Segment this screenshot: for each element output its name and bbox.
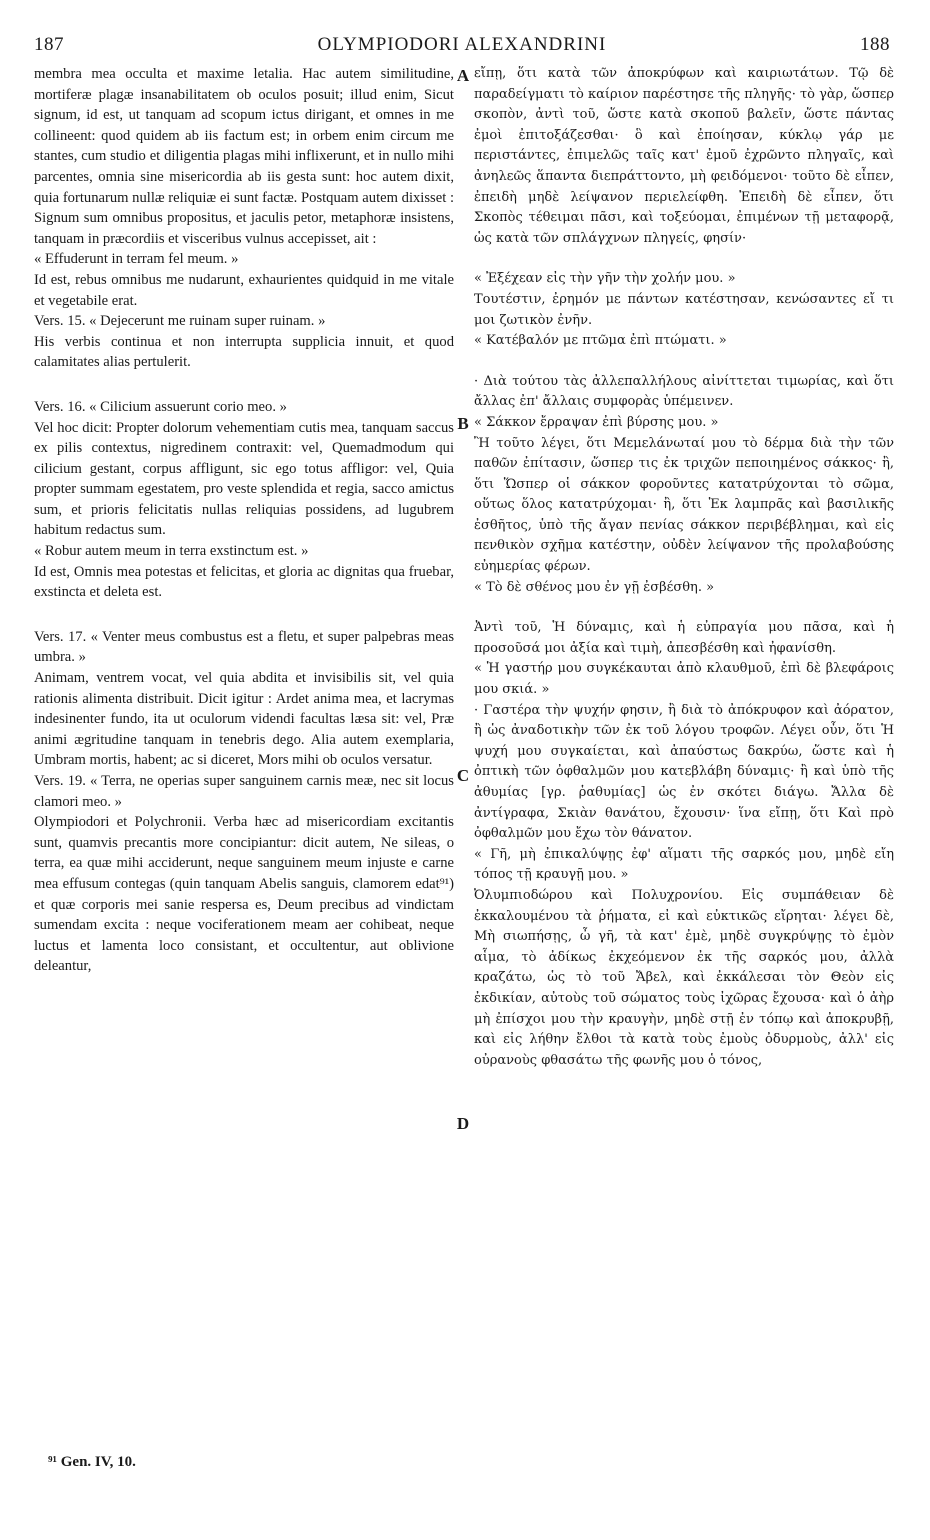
section-marker-c: C	[456, 766, 470, 785]
section-marker-b: B	[457, 414, 469, 433]
running-title: OLYMPIODORI ALEXANDRINI	[317, 34, 607, 55]
latin-verse-heading: Vers. 17. « Venter meus combustus est a fletu, et super palpebras meas umbra. »	[34, 628, 454, 666]
greek-paragraph: Ἢ τοῦτο λέγει, ὅτι Μεμελάνωταί μου τὸ δέρμα διὰ τὴν τῶν παθῶν ἐπίτασιν, ὥσπερ τις ἐκ τριχῶν πεποιημένος σάκκος· ἢ, ὅτι Ὥσπερ οἱ σάκκον φοροῦντες κατατρύχονται τὸ σῶμα, οὕτως ὅλος κατατρύχομαι· ἢ, ὅτι Ἐκ λαμπρᾶς καὶ βασιλικῆς ἐσθῆτος, ὑπὸ τῆς ἄγαν πενίας σάκκον περιβέβλημαι, καὶ εἰς πενθικὸν σχῆμα κατέστην, οὐδὲν λείψανον τῆς προλαβούσης εὐημερίας φέρων.	[474, 435, 894, 575]
greek-verse-quote: « Ἡ γαστήρ μου συγκέκαυται ἀπὸ κλαυθμοῦ, ἐπὶ δὲ βλεφάροις μου σκιά. »	[474, 661, 894, 698]
greek-paragraph: · Γαστέρα τὴν ψυχήν φησιν, ἢ διὰ τὸ ἀπόκρυφον καὶ ἀόρατον, ἢ ὡς ἀναδοτικὴν τῶν ἐκ τοῦ λόγου τροφῶν. Λέγει οὖν, ὅτι Ἡ ψυχή μου συγκαίεται, καὶ ἀπαύστως δακρύω, ὥστε καὶ ἡ ὀπτικὴ τῶν ὀφθαλμῶν μου κατεβλάβη δύναμις· ἢ καὶ ὑπὸ τῆς ἀθυμίας [γρ. ῥαθυμίας] ὡς ἐν σκότει διάγω. Ἄλλα δὲ ἀντίγραφα, Σκιὰν θανάτου, ἔχουσιν· ἵνα εἴπῃ, ὅτι Καὶ πρὸ ὀφθαλμῶν μου ἔχω τὸν θάνατον.	[474, 702, 894, 842]
latin-paragraph: Animam, ventrem vocat, vel quia abdita et invisibilis sit, vel quia rationis alimenta distribuit. Dicit igitur : Ardet anima mea, et lacrymas indesinenter fundo, ita ut oculorum videndi facultas læsa sit: vel, Præ animi ægritudine tanquam in tenebris dego. Alia autem exemplaria, Umbram mortis, habent; ac si diceret, Mors mihi ob oculos versatur.	[34, 670, 454, 769]
greek-verse-quote: « Σάκκον ἔρραψαν ἐπὶ βύρσης μου. »	[474, 414, 719, 430]
page-number-right: 188	[860, 34, 890, 55]
latin-paragraph: Vel hoc dicit: Propter dolorum vehementiam cutis mea, tanquam saccus ex pilis contextus, nigredinem contraxit: vel, Quemadmodum qui cilicium gestant, corpus affligunt, sic ego totus affligor: vel, Quia propter summam egestatem, pro veste splendida et regia, sacco amictus sum, et prioris felicitatis nullas reliquias possidens, ad lugubrem habitum redactus sum.	[34, 419, 454, 539]
greek-verse-quote: « Κατέβαλόν με πτῶμα ἐπὶ πτώματι. »	[474, 333, 727, 349]
latin-paragraph: Olympiodori et Polychronii. Verba hæc ad misericordiam excitantis sunt, quamvis precantis more concipiantur: dicit autem, Ne sileas, o terra, ea quæ mihi acciderunt, neque sanguinem meum injuste e carne mea effusum contegas (quin tanquam Abelis sanguis, clamorem edat⁹¹) et quæ corporis mei sanie respersa es, Deum precibus ad vindictam sumendam excita : neque vociferationem meam aer cohibeat, neque luctus et lamenta loco consistant, et occultentur, aut oblivione deleantur,	[34, 814, 454, 975]
greek-verse-quote: « Ἐξέχεαν εἰς τὴν γῆν τὴν χολήν μου. »	[474, 271, 736, 287]
latin-paragraph: His verbis continua et non interrupta supplicia innuit, et quod calamitates alias pertulerit.	[34, 333, 454, 371]
latin-column	[34, 64, 454, 977]
latin-paragraph: membra mea occulta et maxime letalia. Hac autem similitudine, mortiferæ plagæ insanabilitatem ob oculos posuit; illud enim, Sicut signum, id est, ut tanquam ad scopum ictus dirigant, et omnes in me collineent: quod quidem ab iis factum est; in orbem enim circum me stantes, cum studio et diligentia plagas mihi inflixerunt, et in nullo mihi parcentes, omnia sine misericordia ab iis gesta sunt: hoc autem dixit, quia fortunarum nullæ reliquiæ ei sunt factæ. Postquam autem dixisset : Signum sum omnibus propositus, et jaculis petor, metaphoræ insistens, tanquam in præcordiis et visceribus vulnus accepisset, ait :	[34, 66, 454, 247]
latin-verse-quote: « Robur autem meum in terra exstinctum est. »	[34, 543, 309, 560]
page-header	[34, 34, 890, 64]
section-marker-d: D	[456, 1114, 470, 1133]
greek-paragraph: εἴπῃ, ὅτι κατὰ τῶν ἀποκρύφων καὶ καιριωτάτων. Τῷ δὲ παραδείγματι τὸ καίριον παρέστησε τῆς πληγῆς· τὸ γὰρ, ὥσπερ σκοπὸν, ἀντὶ τοῦ, ὥστε κατὰ σκοποῦ βαλεῖν, ὥστε πάντας ἐμοὶ ἐπιτοξάζεσθαι· ὃ καὶ ἐποίησαν, κύκλῳ γάρ με περιστάντες, ἐπιμελῶς ταῖς κατ' ἐμοῦ ἐχρῶντο πληγαῖς, καὶ ἀνηλεῶς ἅπαντα διεπράττοντο, μὴ φειδόμενοι· τοῦτο δὲ εἶπεν, ἐπειδὴ μηδὲ λείψανον περιελείφθη. Ἐπειδὴ δὲ εἶπεν, ὅτι Σκοπὸς τέθειμαι πᾶσι, καὶ τοξεύομαι, ἐπιμένων τῇ μεταφορᾷ, ὡς κατὰ τῶν σπλάγχνων πληγείς, φησίν·	[474, 66, 894, 246]
latin-paragraph: Id est, rebus omnibus me nudarunt, exhaurientes quidquid in me vitale et vegetabile erat.	[34, 271, 454, 309]
greek-paragraph: Ὀλυμπιοδώρου καὶ Πολυχρονίου. Εἰς συμπάθειαν δὲ ἐκκαλουμένου τὰ ῥήματα, εἰ καὶ εὐκτικῶς εἴρηται· λέγει δὲ, Μὴ σιωπήσῃς, ὦ γῆ, τὰ κατ' ἐμὲ, μηδὲ συγκρύψῃς τὸ ἐμὸν αἷμα, τὸ ἀδίκως ἐκχεόμενον ἐκ τῆς σαρκός μου, ἀλλὰ κραζάτω, ὡς τὸ τοῦ Ἄβελ, καὶ ἐκκάλεσαι τὸν Θεὸν εἰς ἐκδικίαν, αὐτοὺς τοῦ σώματος τοὺς ἰχῶρας ἔχουσα· καὶ ὁ ἀὴρ μὴ ἐπίσχοι μου τὴν κραυγὴν, μηδὲ στῇ ἐν τόπῳ καὶ ἀποκρυβῇ, καὶ εἰς λήθην ἔλθοι τὰ κατὰ τοὺς ἐμοὺς ὀδυρμοὺς, ἀλλ' εἰς οὐρανοὺς φθασάτω τῆς φωνῆς μου ὁ τόνος,	[474, 887, 894, 1068]
greek-paragraph: Ἀντὶ τοῦ, Ἡ δύναμις, καὶ ἡ εὐπραγία μου πᾶσα, καὶ ἡ προσοῦσά μοι ἀξία καὶ τιμὴ, ἀπεσβέσθη καὶ ἠφανίσθη.	[474, 620, 894, 656]
greek-paragraph: · Διὰ τούτου τὰς ἀλλεπαλλήλους αἰνίττεται τιμωρίας, καὶ ὅτι ἄλλας ἐπ' ἄλλαις συμφορὰς ὑπέμεινεν.	[474, 373, 894, 410]
latin-verse-quote: « Effuderunt in terram fel meum. »	[34, 251, 239, 268]
greek-paragraph: Τουτέστιν, ἐρημόν με πάντων κατέστησαν, κενώσαντες εἴ τι μοι ζωτικὸν ἐνῆν.	[474, 291, 894, 328]
footnote: ⁹¹ Gen. IV, 10.	[48, 1454, 136, 1470]
latin-paragraph: Id est, Omnis mea potestas et felicitas, et gloria ac dignitas qua fruebar, exstincta et deleta est.	[34, 563, 454, 601]
page-number-left: 187	[34, 34, 64, 55]
latin-verse-heading: Vers. 16. « Cilicium assuerunt corio meo. »	[34, 398, 287, 415]
greek-verse-quote: « Γῆ, μὴ ἐπικαλύψῃς ἐφ' αἵματι τῆς σαρκός μου, μηδὲ εἴη τόπος τῇ κραυγῇ μου. »	[474, 846, 894, 883]
section-marker-a: A	[456, 66, 470, 85]
latin-verse-heading: Vers. 15. « Dejecerunt me ruinam super ruinam. »	[34, 313, 326, 330]
greek-verse-quote: « Τὸ δὲ σθένος μου ἐν γῇ ἐσβέσθη. »	[474, 579, 715, 595]
latin-verse-heading: Vers. 19. « Terra, ne operias super sanguinem carnis meæ, nec sit locus clamori meo. »	[34, 773, 454, 810]
greek-column	[474, 64, 894, 1071]
